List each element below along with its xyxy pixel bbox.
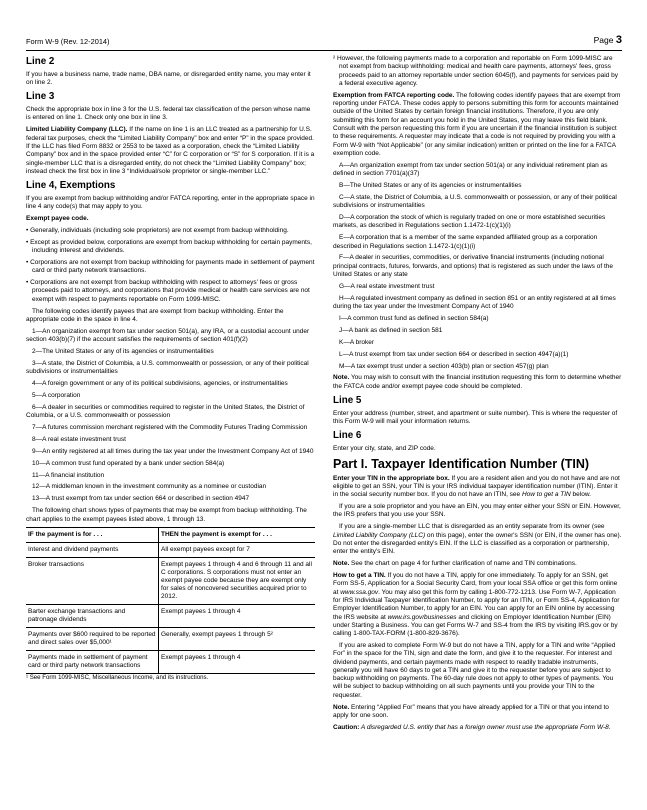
- bullet-item: • Generally, individuals (including sole proprietors) are not exempt from backup withholding.: [26, 226, 289, 234]
- single-llc-b: on this page), enter the owner's SSN (or EIN, if the owner has one). Do not enter the disregarded entity's EIN. If the LLC is classified as a corporation or partnership, enter the entity's EIN.: [333, 531, 622, 556]
- ssa-link[interactable]: www.ssa.gov: [340, 588, 379, 596]
- howto-lead: How to get a TIN.: [333, 572, 386, 580]
- page-label: Page: [593, 35, 614, 45]
- exempt-code-item: 11—A financial institution: [32, 471, 105, 479]
- exempt-code-item: 12—A middleman known in the investment community as a nominee or custodian: [32, 483, 267, 491]
- howto-c: and clicking on Employer Identification Number (EIN) under Starting a Business. You can get Forms W-7 and SS-4 from the IRS by visiting IRS.gov or by calling 1-800-TAX-FORM (1-800-829-3676).: [333, 613, 618, 638]
- fatca-code-item: I—A common trust fund as defined in section 584(a): [339, 314, 489, 322]
- page-number: 3: [615, 34, 622, 46]
- fatca-code-item: M—A tax exempt trust under a section 403(b) plan or section 457(g) plan: [339, 362, 549, 370]
- llc-text: If the name on line 1 is an LLC treated as a partnership for U.S. federal tax purposes, check the “Limited Liability Company” box and enter “P” in the space provided. If the LLC has filed Form 8832 or 2553 to be taxed as a corporation, check the “Limited Liability Company” box and in the space provided enter “C” for C corporation or “S” for S corporation. If it is a single-member LLC that is a disregarded entity, do not check the “Limited Liability Company” box; instead check the first box in line 3 “Individual/sole proprietor or single-member LLC.”: [26, 126, 315, 175]
- line2-text: If you have a business name, trade name, DBA name, or disregarded entity name, you may enter it on line 2.: [26, 71, 311, 87]
- fatca-paragraph: [333, 92, 622, 158]
- table-cell: Exempt payees 1 through 4: [159, 651, 316, 674]
- note-text: You may wish to consult with the financial institution requesting this form to determine whether the FATCA code and/or exempt payee code should be completed.: [333, 374, 622, 390]
- table-cell: Exempt payees 1 through 4: [159, 605, 316, 628]
- chart-intro: The following chart shows types of payments that may be exempt from backup withholding. The chart applies to the exempt payees listed above, 1 through 13.: [26, 507, 307, 523]
- single-llc-paragraph: [333, 523, 622, 556]
- tin-paragraph: [333, 475, 622, 500]
- table-cell: Generally, exempt payees 1 through 5²: [159, 628, 316, 651]
- header-rule: [26, 50, 622, 51]
- tin-lead: Enter your TIN in the appropriate box.: [333, 474, 450, 482]
- fatca-code-item: J—A bank as defined in section 581: [339, 326, 443, 334]
- fatca-code-item: L—A trust exempt from tax under section 664 or described in section 4947(a)(1): [339, 350, 569, 358]
- exempt-code-item: 8—A real estate investment trust: [32, 435, 126, 443]
- fatca-code-item: B—The United States or any of its agencies or instrumentalities: [339, 181, 522, 189]
- table-cell: All exempt payees except for 7: [159, 543, 316, 558]
- table-row: [26, 628, 315, 651]
- single-llc-ref: Limited Liability Company (LLC): [333, 531, 426, 539]
- note-text: Entering “Applied For” means that you have already applied for a TIN or that you intend to apply for one soon.: [333, 703, 609, 719]
- line6-text: Enter your city, state, and ZIP code.: [333, 444, 436, 452]
- exempt-code-item: 4—A foreign government or any of its political subdivisions, agencies, or instrumentalities: [32, 380, 288, 388]
- note-lead: Note.: [333, 374, 350, 382]
- exemption-table: [26, 527, 315, 674]
- bullet-item: • Corporations are not exempt from backup withholding with respect to attorneys' fees or gross proceeds paid to attorneys, and corporations that provide medical or health care services are not exempt with respect to payments reportable on Form 1099-MISC.: [26, 279, 310, 303]
- line5-text: Enter your address (number, street, and apartment or suite number). This is where the requester of this Form W-9 will mail your information returns.: [333, 409, 618, 425]
- exempt-code-item: 5—A corporation: [32, 391, 81, 399]
- table-header-row: [26, 528, 315, 543]
- table-header-cell: THEN the payment is exempt for . . .: [159, 528, 316, 543]
- codes-intro: The following codes identify payees that are exempt from backup withholding. Enter the appropriate code in the space in line 4.: [26, 307, 284, 323]
- left-column: [26, 55, 315, 686]
- table-cell: Payments made in settlement of payment card or third party network transactions: [26, 651, 159, 674]
- fatca-code-item: A—An organization exempt from tax under section 501(a) or any individual retirement plan as defined in section 7701(a)(37): [333, 161, 608, 178]
- fatca-lead: Exemption from FATCA reporting code.: [333, 91, 455, 99]
- howto-a: If you do not have a TIN, apply for one immediately. To apply for an SSN, get Form SS-5, Application for a Social Security Card, from your local SSA office or get this form online at: [333, 572, 618, 596]
- exempt-code-item: 1—An organization exempt from tax under section 501(a), any IRA, or a custodial account under section 403(b)(7) if the account satisfies the requirements of section 401(f)(2): [26, 327, 310, 344]
- line2-heading: Line 2: [26, 56, 55, 67]
- applied-paragraph: If you are asked to complete Form W-9 but do not have a TIN, apply for a TIN and write “Applied For” in the space for the TIN, sign and date the form, and give it to the requester. For interest and dividend payments, and certain payments made with respect to readily tradable instruments, generally you will have 60 days to get a TIN and give it to the requester before you are subject to backup withholding on payments. The 60-day rule does not apply to other types of payments. You will be subject to backup withholding on all such payments until you provide your TIN to the requester.: [333, 641, 616, 699]
- footnote-1: ¹ See Form 1099-MISC, Miscellaneous Income, and its instructions.: [26, 674, 209, 682]
- table-cell: Interest and dividend payments: [26, 543, 159, 558]
- tin-end: below.: [570, 491, 591, 499]
- fatca-code-item: F—A dealer in securities, commodities, or derivative financial instruments (including notional principal contracts, futures, forwards, and options) that is registered as such under the laws of the United States or any state: [333, 254, 614, 278]
- table-header-cell: IF the payment is for . . .: [26, 528, 159, 543]
- table-cell: Payments over $600 required to be reported and direct sales over $5,000¹: [26, 628, 159, 651]
- llc-paragraph: [26, 126, 315, 176]
- table-cell: Exempt payees 1 through 4 and 6 through 11 and all C corporations. S corporations must not enter an exempt payee code because they are exempt only for sales of noncovered securities acquired prior to 2012.: [159, 558, 316, 605]
- table-row: [26, 651, 315, 674]
- line3-text: Check the appropriate box in line 3 for the U.S. federal tax classification of the person whose name is entered on line 1. Check only one box in line 3.: [26, 106, 311, 122]
- howto-b: . You may also get this form by calling 1-800-772-1213. Use Form W-7, Application for IRS Individual Taxpayer Identification Number, to apply for an ITIN, or Form SS-4, Application for Employer Identification Number, to apply for an EIN. You can apply for an EIN online by accessing the IRS website at: [333, 588, 620, 621]
- caution-text: A disregarded U.S. entity that has a foreign owner must use the appropriate Form W-8.: [359, 723, 611, 731]
- fatca-code-item: D—A corporation the stock of which is regularly traded on one or more established securities markets, as described in Regulations section 1.1472-1(c)(1)(i): [333, 214, 606, 230]
- exempt-code-item: 9—An entity registered at all times during the tax year under the Investment Company Act of 1940: [32, 447, 314, 455]
- tin-ref: How to get a TIN: [521, 491, 571, 499]
- table-cell: Broker transactions: [26, 558, 159, 605]
- fatca-code-item: C—A state, the District of Columbia, a U.S. commonwealth or possession, or any of their political subdivisions or instrumentalities: [333, 193, 617, 210]
- page-indicator: [594, 34, 622, 46]
- bullet-item: • Except as provided below, corporations are exempt from backup withholding for certain payments, including interest and dividends.: [26, 238, 312, 255]
- exempt-code-item: 10—A common trust fund operated by a bank under section 584(a): [32, 459, 225, 467]
- exempt-code-item: 7—A futures commission merchant registered with the Commodity Futures Trading Commission: [32, 424, 308, 431]
- fatca-text: The following codes identify payees that are exempt from reporting under FATCA. These codes apply to persons submitting this form for accounts maintained outside of the United States by certain foreign financial institutions. Therefore, if you are only submitting this form for an account you hold in the United States, you may leave this field blank. Consult with the person requesting this form if you are uncertain if the financial institution is subject to these requirements. A requester may indicate that a code is not required by providing you with a Form W-9 with “Not Applicable” (or any similar indication) written or printed on the line for a FATCA exemption code.: [333, 91, 621, 157]
- line4-text: If you are exempt from backup withholding and/or FATCA reporting, enter in the appropriate space in line 4 any code(s) that may apply to you.: [26, 194, 315, 211]
- exempt-code-item: 6—A dealer in securities or commodities required to register in the United States, the District of Columbia, or a U.S. commonwealth or possession: [26, 403, 305, 420]
- note-fatca: [333, 374, 622, 391]
- llc-lead: Limited Liability Company (LLC).: [26, 126, 128, 134]
- caution-lead: Caution:: [333, 723, 360, 731]
- line5-heading: Line 5: [333, 394, 362, 406]
- exempt-code-item: 13—A trust exempt from tax under section 664 or described in section 4947: [32, 495, 250, 503]
- bullet-item: • Corporations are not exempt from backup withholding for payments made in settlement of payment card or third party network transactions.: [26, 258, 315, 275]
- how-to-paragraph: [333, 572, 622, 638]
- tin-text: If you are a resident alien and you do not have and are not eligible to get an SSN, your TIN is your IRS individual taxpayer identification number (ITIN). Enter it in the social security number box. If you do not have an ITIN, see: [333, 474, 620, 499]
- note-text: See the chart on page 4 for further clarification of name and TIN combinations.: [349, 560, 577, 568]
- single-llc-a: If you are a single-member LLC that is disregarded as an entity separate from its owner (see: [339, 523, 605, 531]
- caution-paragraph: [333, 724, 622, 732]
- right-column: [333, 55, 622, 736]
- table-row: [26, 605, 315, 628]
- line6-heading: Line 6: [333, 429, 362, 441]
- note-applied: [333, 704, 622, 721]
- fatca-code-item: K—A broker: [339, 338, 375, 346]
- sole-prop-paragraph: If you are a sole proprietor and you have an EIN, you may enter either your SSN or EIN. However, the IRS prefers that you use your SSN.: [333, 503, 621, 519]
- line4-heading: Line 4, Exemptions: [26, 179, 116, 191]
- fatca-code-item: G—A real estate investment trust: [339, 282, 435, 290]
- table-row: [26, 543, 315, 558]
- form-id: Form W-9 (Rev. 12-2014): [26, 37, 110, 46]
- note-chart: [333, 560, 622, 568]
- table-row: [26, 558, 315, 605]
- note-lead: Note.: [333, 703, 350, 711]
- fatca-code-item: E—A corporation that is a member of the same expanded affiliated group as a corporation described in Regulations section 1.1472-1(c)(1)(i): [333, 234, 598, 250]
- page-header: [26, 34, 622, 46]
- exempt-code-item: 2—The United States or any of its agencies or instrumentalities: [32, 347, 214, 355]
- fatca-code-item: H—A regulated investment company as defined in section 851 or an entity registered at all times during the tax year under the Investment Company Act of 1940: [333, 294, 616, 311]
- exempt-payee-heading: Exempt payee code.: [26, 214, 89, 222]
- line3-heading: Line 3: [26, 91, 55, 103]
- exempt-code-item: 3—A state, the District of Columbia, a U.S. commonwealth or possession, or any of their political subdivisions or instrumentalities: [26, 359, 309, 376]
- note-lead: Note.: [333, 560, 350, 568]
- table-cell: Barter exchange transactions and patronage dividends: [26, 605, 159, 628]
- footnote-2: ² However, the following payments made to a corporation and reportable on Form 1099-MISC are not exempt from backup withholding: medical and health care payments, attorneys' fees, gross proceeds paid to an attorney reportable under section 6045(f), and payments for services paid by a federal executive agency.: [333, 55, 618, 87]
- irs-link[interactable]: www.irs.gov/businesses: [387, 613, 457, 621]
- part1-heading: Part I. Taxpayer Identification Number (TIN): [333, 456, 590, 471]
